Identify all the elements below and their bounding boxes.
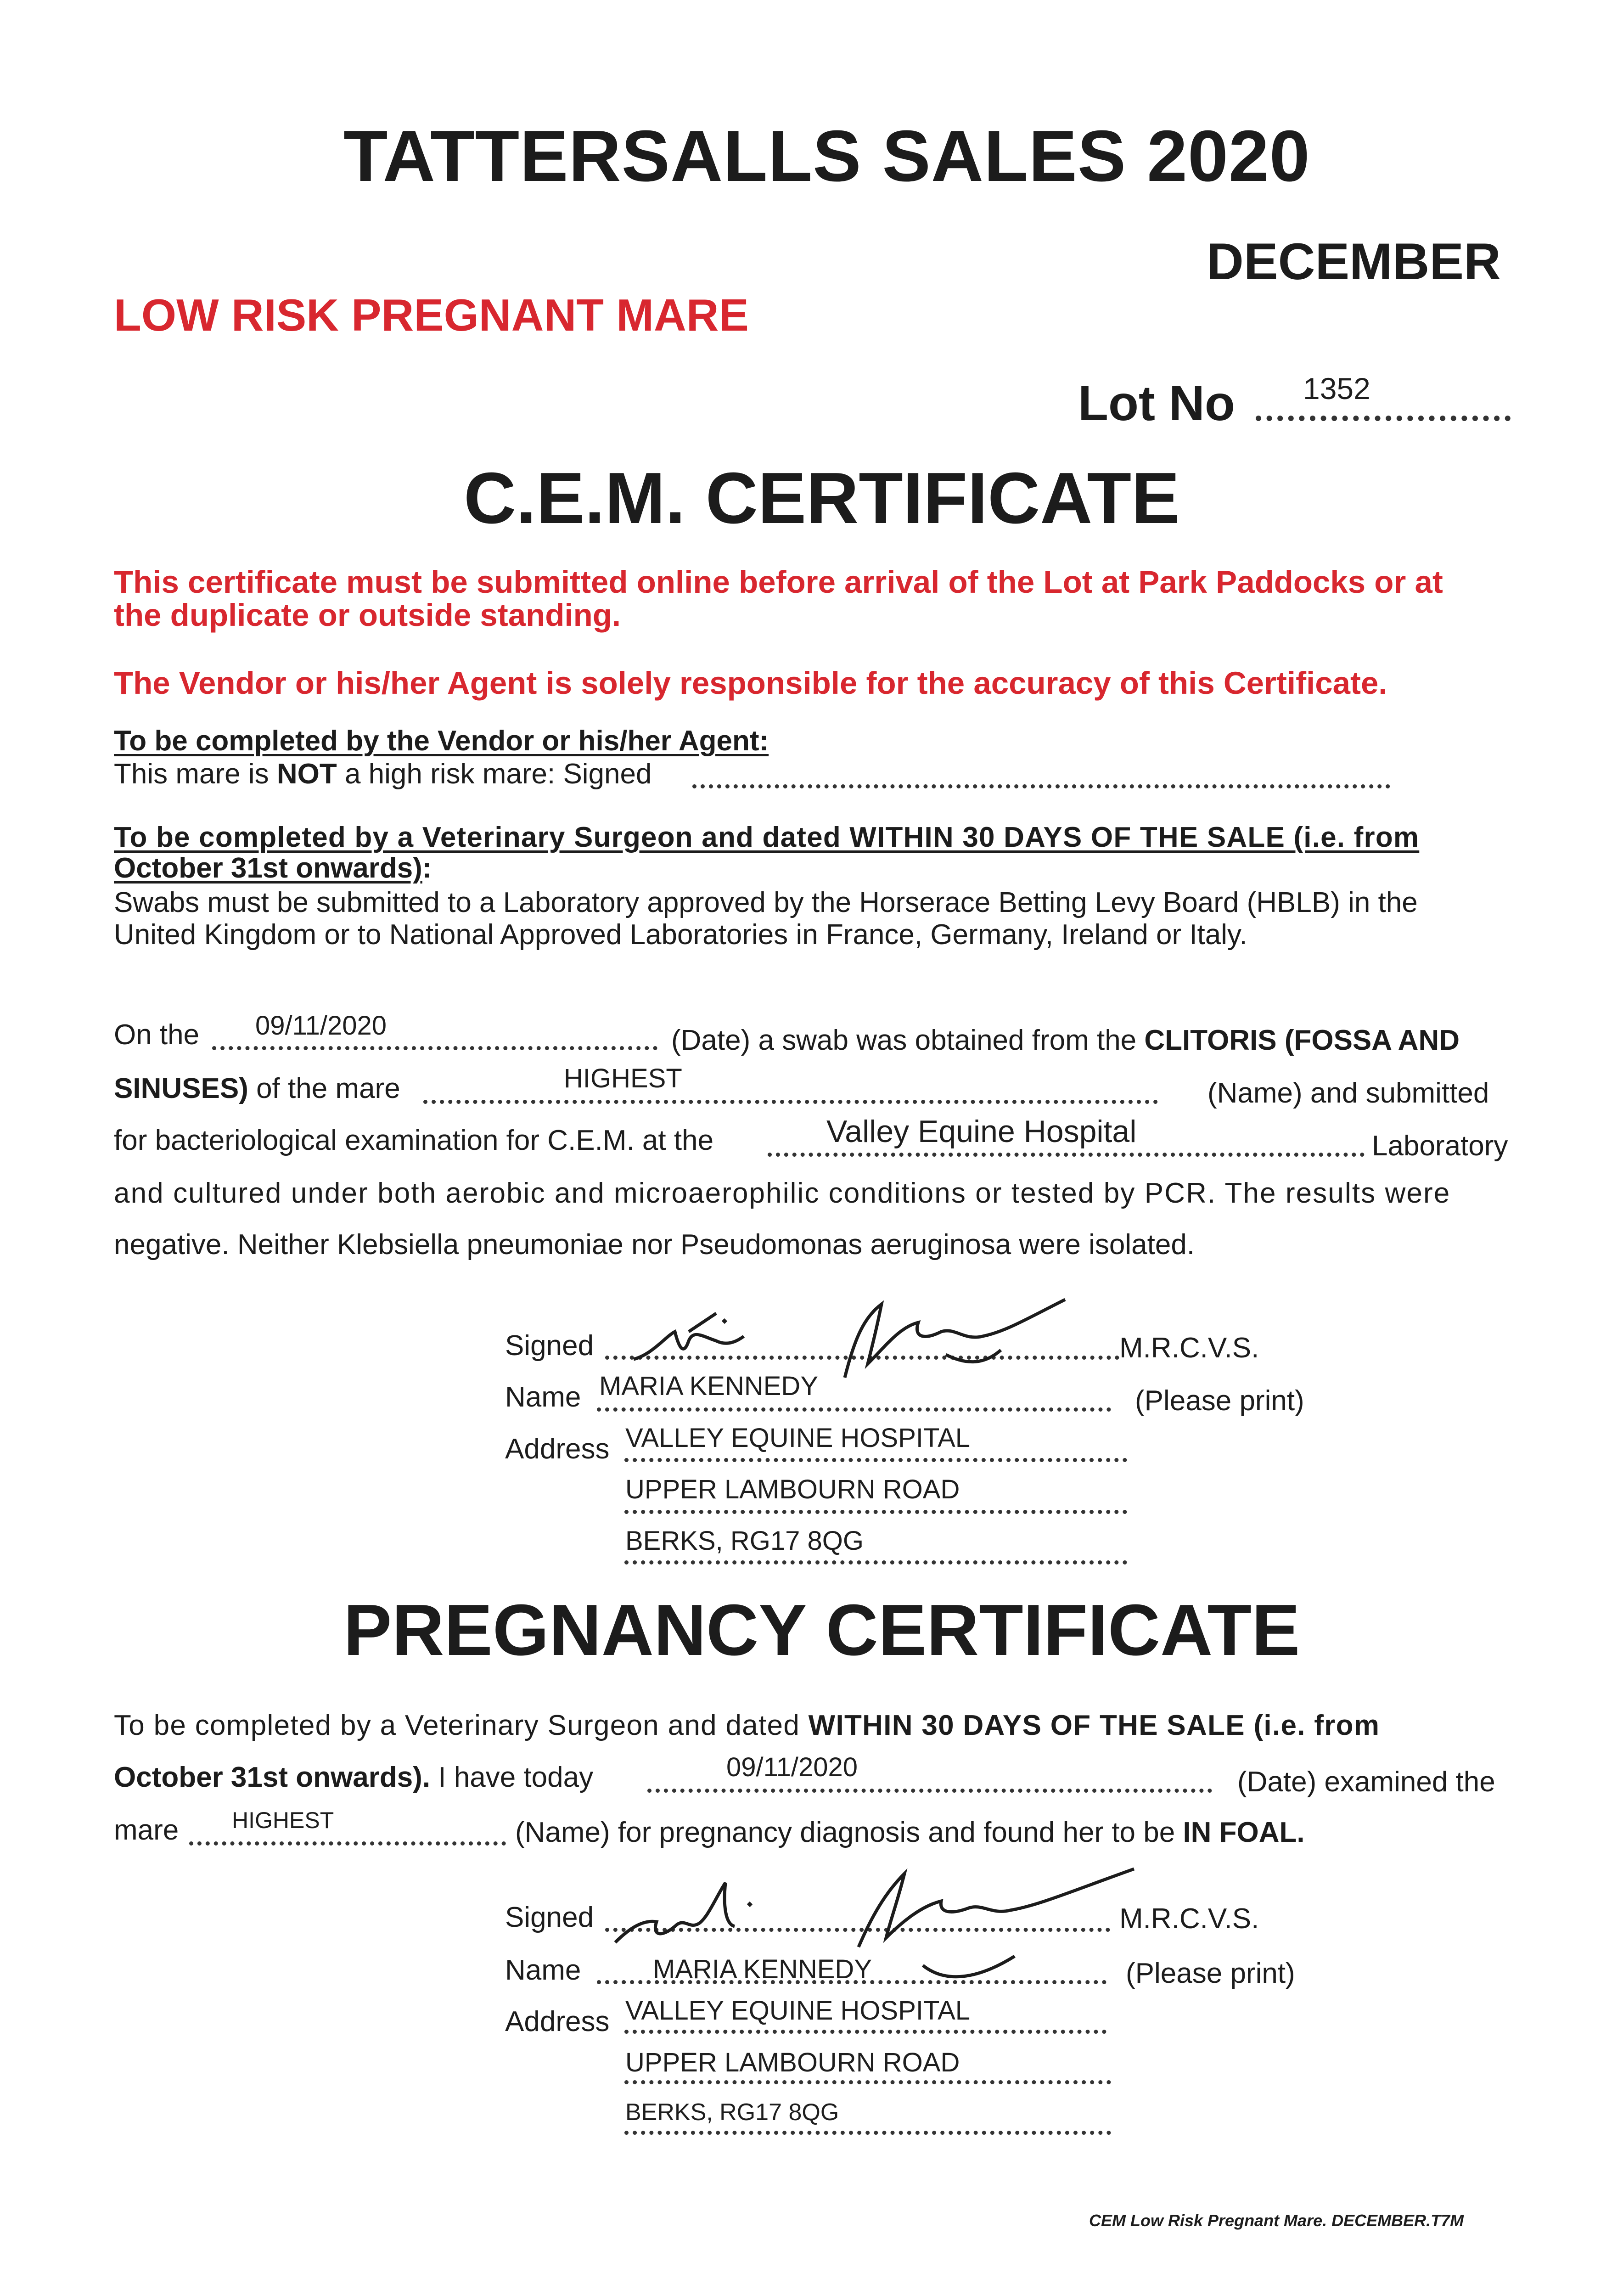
cem-address-dots-1 [624, 1458, 1127, 1462]
pregnancy-date-suffix: (Date) examined the [1237, 1766, 1495, 1798]
cem-title: C.E.M. CERTIFICATE [464, 458, 1180, 539]
vet-heading-cont [114, 852, 432, 884]
pregnancy-line-3-text: (Name) for pregnancy diagnosis and found her to be [515, 1817, 1183, 1848]
laboratory-suffix: Laboratory [1372, 1130, 1508, 1162]
pregnancy-address-dots-1 [624, 2030, 1106, 2034]
laboratory-name: Valley Equine Hospital [826, 1114, 1137, 1149]
swabs-instruction-cont: United Kingdom or to National Approved Laboratories in France, Germany, Ireland or Italy. [114, 919, 1247, 951]
lot-label: Lot No [1078, 375, 1235, 431]
cem-mrcvs: M.R.C.V.S. [1119, 1332, 1259, 1364]
pregnancy-address-label: Address [505, 2006, 610, 2037]
pregnancy-vet-name: MARIA KENNEDY [653, 1954, 872, 1984]
swab-site: CLITORIS (FOSSA AND [1144, 1024, 1460, 1056]
pregnancy-date: 09/11/2020 [726, 1752, 858, 1782]
laboratory-line[interactable] [768, 1153, 1365, 1157]
cem-mare-name: HIGHEST [564, 1064, 682, 1093]
pregnancy-address-dots-2 [624, 2080, 1111, 2084]
vet-heading-date: October 31st onwards) [114, 852, 422, 884]
cem-address-line-2: UPPER LAMBOURN ROAD [625, 1474, 960, 1504]
on-the-label: On the [114, 1019, 200, 1051]
swab-date-suffix-text: (Date) a swab was obtained from the [671, 1024, 1137, 1056]
pregnancy-mare-name: HIGHEST [232, 1807, 334, 1833]
lot-number: 1352 [1303, 371, 1370, 405]
pregnancy-line-2-bold: October 31st onwards). [114, 1761, 431, 1793]
pregnancy-line-3-suffix [515, 1816, 1305, 1849]
swabs-instruction: Swabs must be submitted to a Laboratory approved by the Horserace Betting Levy Board (HBLB) in the [114, 887, 1418, 918]
cem-address-dots-2 [624, 1510, 1127, 1514]
pregnancy-date-line[interactable] [647, 1789, 1212, 1793]
vet-heading: To be completed by a Veterinary Surgeon and dated WITHIN 30 DAYS OF THE SALE (i.e. from [114, 822, 1420, 853]
pregnancy-line-1-b: WITHIN 30 DAYS OF THE SALE (i.e. from [808, 1710, 1380, 1741]
cem-signed-label: Signed [505, 1330, 594, 1362]
cem-please-print: (Please print) [1135, 1385, 1304, 1417]
pregnancy-line-3-label: mare [114, 1814, 179, 1846]
pregnancy-line-1-a: To be completed by a Veterinary Surgeon and dated [114, 1710, 809, 1741]
in-foal-status: IN FOAL. [1183, 1817, 1305, 1848]
cem-name-line[interactable] [597, 1407, 1111, 1412]
sale-month: DECEMBER [1207, 233, 1501, 290]
pregnancy-mrcvs: M.R.C.V.S. [1119, 1903, 1259, 1935]
vendor-declaration-b: a high risk mare: Signed [337, 758, 652, 790]
sinuses-line [114, 1072, 400, 1105]
vendor-declaration-a: This mare is [114, 758, 277, 790]
submission-notice-cont: the duplicate or outside standing. [114, 597, 621, 633]
cultured-statement: and cultured under both aerobic and microaerophilic conditions or tested by PCR. The results were [114, 1177, 1451, 1209]
cem-address-line-1: VALLEY EQUINE HOSPITAL [625, 1423, 971, 1453]
pregnancy-line-2-a: I have today [430, 1761, 594, 1793]
lot-dotted-line [1256, 416, 1511, 421]
pregnancy-mare-line[interactable] [189, 1841, 506, 1846]
cem-vet-name: MARIA KENNEDY [599, 1371, 818, 1401]
cem-name-label: Name [505, 1381, 581, 1413]
mare-name-line[interactable] [423, 1100, 1158, 1104]
vet-heading-colon: : [422, 852, 432, 884]
pregnancy-address-line-1: VALLEY EQUINE HOSPITAL [625, 1996, 971, 2026]
pregnancy-line-2 [114, 1761, 593, 1794]
form-reference: CEM Low Risk Pregnant Mare. DECEMBER.T7M [1089, 2211, 1464, 2230]
cem-address-line-3: BERKS, RG17 8QG [625, 1526, 864, 1556]
vendor-declaration-not: NOT [276, 758, 337, 790]
mare-name-suffix: (Name) and submitted [1207, 1077, 1489, 1109]
exam-line: for bacteriological examination for C.E.M. at the [114, 1125, 714, 1156]
sales-title: TATTERSALLS SALES 2020 [343, 116, 1310, 197]
cem-address-dots-3 [624, 1560, 1127, 1564]
pregnancy-address-line-3: BERKS, RG17 8QG [625, 2099, 839, 2126]
pregnancy-address-dots-3 [624, 2131, 1111, 2135]
pregnancy-signed-label: Signed [505, 1902, 594, 1933]
of-the-mare-label: of the mare [256, 1073, 400, 1104]
pregnancy-address-line-2: UPPER LAMBOURN ROAD [625, 2048, 960, 2077]
cem-address-label: Address [505, 1433, 610, 1465]
swab-date-line[interactable] [212, 1046, 657, 1050]
swab-date-suffix [671, 1024, 1460, 1057]
submission-notice: This certificate must be submitted online before arrival of the Lot at Park Paddocks or at [114, 564, 1443, 600]
pregnancy-title: PREGNANCY CERTIFICATE [343, 1590, 1300, 1671]
pregnancy-name-label: Name [505, 1954, 581, 1986]
pregnancy-please-print: (Please print) [1126, 1958, 1295, 1989]
mare-category: LOW RISK PREGNANT MARE [114, 290, 749, 340]
vendor-declaration [114, 758, 652, 790]
swab-site-cont: SINUSES) [114, 1073, 248, 1104]
negative-statement: negative. Neither Klebsiella pneumoniae nor Pseudomonas aeruginosa were isolated. [114, 1229, 1195, 1261]
swab-date: 09/11/2020 [255, 1011, 387, 1041]
pregnancy-line-1 [114, 1709, 1380, 1742]
vendor-signature-line[interactable] [692, 784, 1390, 788]
vendor-heading: To be completed by the Vendor or his/her Agent: [114, 725, 769, 757]
responsibility-notice: The Vendor or his/her Agent is solely responsible for the accuracy of this Certificate. [114, 665, 1387, 701]
